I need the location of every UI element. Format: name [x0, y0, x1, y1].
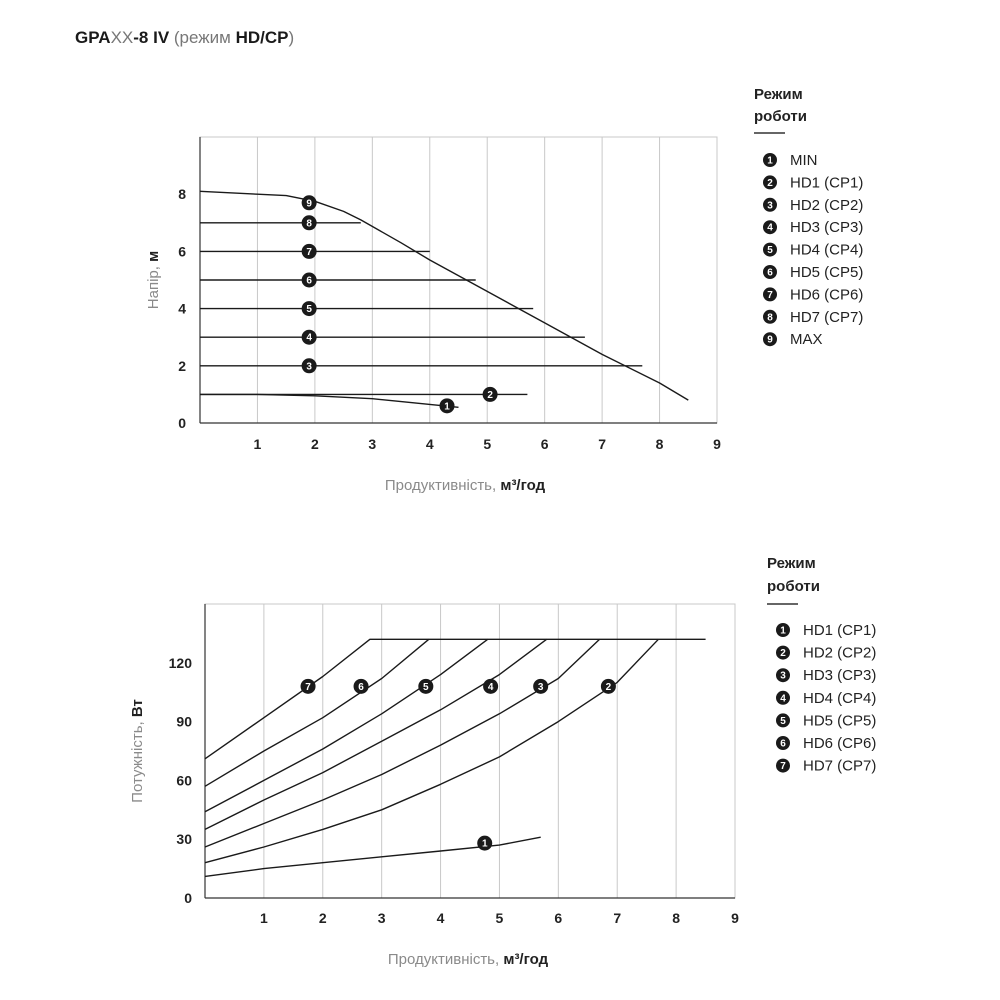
series-line-4: [205, 639, 547, 829]
legend-item-label: HD2 (CP2): [790, 196, 864, 214]
legend: [754, 86, 863, 348]
x-axis-label-text: Продуктивність,: [387, 951, 504, 968]
legend-item-label: HD2 (CP2): [803, 644, 877, 662]
x-axis-label: [385, 477, 546, 494]
series-marker-label: 3: [537, 681, 544, 693]
x-tick-label: 9: [713, 436, 721, 452]
title-mode-prefix: (режим: [169, 28, 236, 47]
chart-2: [129, 555, 876, 968]
legend-marker-number: 8: [767, 312, 773, 324]
chart-1: [145, 86, 863, 494]
x-axis-label-text: Продуктивність,: [384, 477, 501, 494]
legend-title-line1: Режим: [767, 555, 816, 572]
series-marker-label: 4: [306, 332, 312, 344]
legend-item-label: HD4 (CP4): [790, 241, 864, 259]
legend-marker-number: 3: [780, 670, 786, 682]
series-line-6: [205, 639, 429, 786]
legend-marker-number: 1: [780, 625, 786, 637]
series-marker-label: 4: [487, 681, 494, 693]
series-marker-label: 2: [605, 681, 612, 693]
y-axis-label: [129, 699, 146, 803]
series-marker-label: 9: [306, 198, 312, 210]
legend-item-label: HD6 (CP6): [790, 286, 864, 304]
series-marker-label: 2: [487, 389, 493, 401]
legend-marker-number: 5: [767, 245, 773, 257]
y-tick-label: 60: [176, 772, 192, 789]
legend-item-label: HD4 (CP4): [803, 689, 877, 707]
y-axis-label-text: Напір,: [145, 261, 162, 310]
legend-marker-number: 6: [780, 738, 786, 750]
x-tick-label: 7: [598, 436, 607, 452]
legend-item-label: HD5 (CP5): [803, 712, 877, 730]
x-axis-label: [388, 951, 549, 968]
series-marker-label: 7: [306, 246, 312, 258]
y-tick-label: 90: [176, 713, 192, 730]
series-line-1: [200, 394, 459, 407]
legend-item-label: HD6 (CP6): [803, 735, 877, 752]
x-tick-label: 1: [259, 910, 268, 926]
legend-marker-number: 5: [780, 715, 786, 727]
legend-item-label: HD1 (CP1): [803, 622, 877, 639]
x-tick-label: 3: [377, 910, 386, 926]
x-axis-label-unit: м³/год: [503, 951, 549, 968]
series-line-2: [205, 639, 658, 862]
series-marker-label: 1: [444, 401, 450, 413]
legend-marker-number: 6: [767, 267, 773, 279]
series-marker-label: 8: [306, 218, 312, 230]
legend-item-label: MIN: [790, 152, 818, 169]
y-tick-label: 6: [178, 243, 186, 260]
y-tick-label: 0: [184, 890, 192, 906]
x-tick-label: 8: [655, 436, 664, 452]
legend-marker-number: 9: [767, 334, 773, 346]
legend-item-label: HD7 (CP7): [790, 308, 864, 326]
series-marker-label: 7: [305, 681, 311, 693]
y-tick-label: 2: [178, 357, 186, 374]
x-tick-label: 9: [731, 910, 739, 926]
legend: [767, 555, 876, 775]
y-tick-label: 4: [178, 300, 186, 317]
x-tick-label: 1: [253, 436, 262, 452]
legend-marker-number: 2: [767, 177, 773, 189]
y-tick-label: 30: [176, 831, 192, 848]
plot-frame: [205, 604, 735, 898]
x-tick-label: 3: [368, 436, 377, 452]
y-axis-label-unit: Вт: [129, 699, 146, 718]
x-tick-label: 6: [540, 436, 549, 452]
legend-marker-number: 3: [767, 200, 773, 212]
legend-item-label: HD3 (CP3): [803, 667, 877, 685]
x-tick-label: 2: [318, 910, 327, 926]
y-tick-label: 8: [178, 186, 186, 203]
y-axis-label-unit: м: [145, 250, 162, 262]
legend-item-label: HD7 (CP7): [803, 757, 877, 775]
legend-marker-number: 4: [767, 222, 773, 234]
y-axis-label: [145, 251, 162, 309]
legend-marker-number: 7: [767, 289, 773, 301]
x-tick-label: 5: [495, 910, 504, 926]
y-tick-label: 0: [178, 415, 186, 431]
title-model-suffix: -8 IV: [133, 28, 170, 47]
y-tick-label: 120: [168, 654, 192, 671]
series-line-5: [205, 639, 488, 812]
title-mode: HD/CP: [235, 28, 289, 47]
x-axis-label-unit: м³/год: [500, 477, 546, 494]
title-model-light: XX: [110, 28, 134, 47]
legend-title-line1: Режим: [754, 86, 803, 103]
legend-item-label: HD1 (CP1): [790, 174, 864, 192]
series-line-7: [205, 639, 706, 759]
legend-marker-number: 7: [780, 761, 786, 773]
legend-item-label: MAX: [790, 331, 823, 349]
legend-title-line2: роботи: [754, 108, 807, 125]
legend-marker-number: 1: [767, 155, 773, 167]
x-tick-label: 4: [436, 910, 445, 926]
title-model: GPA: [75, 28, 111, 47]
x-tick-label: 2: [310, 436, 319, 452]
series-marker-label: 5: [423, 681, 429, 693]
legend-title-line2: роботи: [767, 578, 820, 595]
x-tick-label: 4: [425, 436, 434, 452]
series-marker-label: 3: [306, 361, 312, 373]
series-marker-label: 1: [481, 838, 488, 850]
x-tick-label: 5: [483, 436, 492, 452]
legend-marker-number: 2: [780, 648, 786, 660]
legend-item-label: HD3 (CP3): [790, 219, 864, 237]
series-marker-label: 5: [306, 304, 312, 316]
legend-item-label: HD5 (CP5): [790, 264, 864, 281]
series-marker-label: 6: [306, 275, 312, 287]
x-tick-label: 7: [613, 910, 622, 926]
y-axis-label-text: Потужність,: [129, 717, 146, 803]
x-tick-label: 6: [554, 910, 563, 926]
series-marker-label: 6: [358, 681, 364, 693]
legend-marker-number: 4: [780, 693, 786, 705]
title-mode-suffix: ): [288, 28, 295, 47]
x-tick-label: 8: [672, 910, 681, 926]
